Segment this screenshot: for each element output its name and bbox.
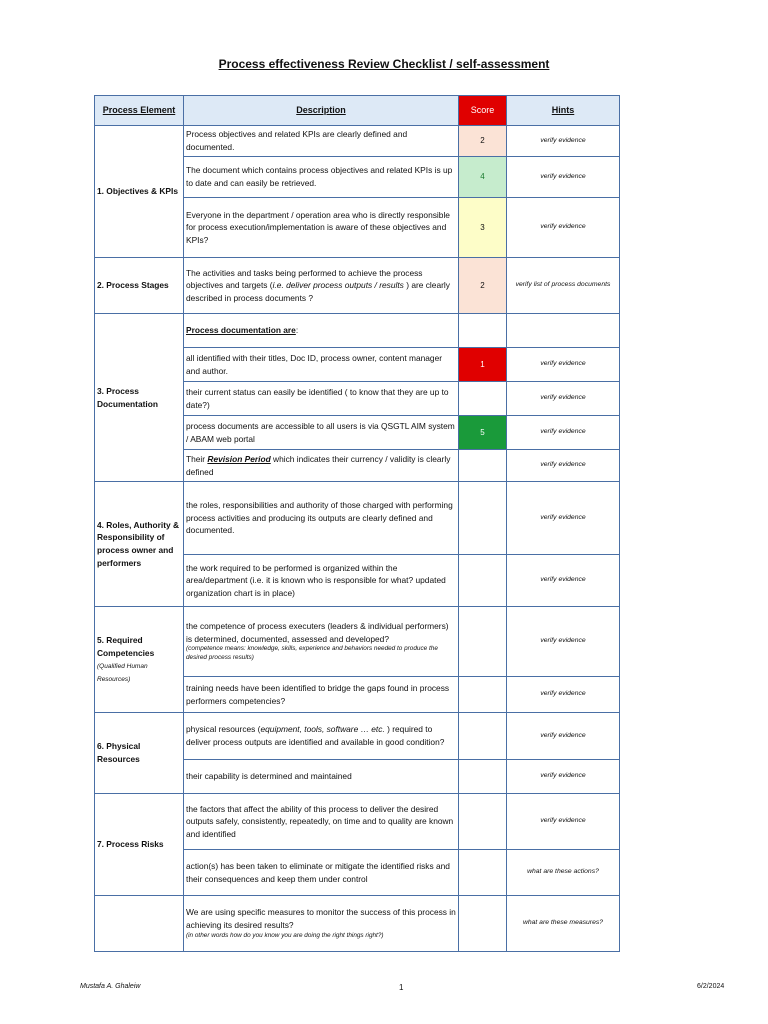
footer-page-number: 1 <box>399 983 404 992</box>
hint-cell: verify evidence <box>507 482 620 555</box>
element-process-risks: 7. Process Risks <box>95 794 184 896</box>
hint-cell: verify evidence <box>507 126 620 157</box>
hint-cell: verify evidence <box>507 450 620 482</box>
hint-cell: verify evidence <box>507 555 620 607</box>
score-cell[interactable]: 4 <box>459 157 507 198</box>
row-description: the factors that affect the ability of this process to deliver the desired outputs safely, consistently, repeatedly, on time and to quality are known and identified <box>184 794 459 850</box>
score-cell[interactable]: 5 <box>459 416 507 450</box>
hint-cell: verify evidence <box>507 157 620 198</box>
score-cell[interactable] <box>459 713 507 760</box>
table-header-row <box>95 96 620 126</box>
row-description: The activities and tasks being performed to achieve the process objectives and targets (i.e. deliver process outputs / results ) are clearly described in process documents ? <box>184 258 459 314</box>
row-description: their capability is determined and maintained <box>184 760 459 794</box>
element-required-competencies: 5. Required Competencies (Qualified Human Resources) <box>95 607 184 713</box>
header-hints: Hints <box>507 96 620 126</box>
page-title: Process effectiveness Review Checklist / self-assessment <box>218 57 550 71</box>
score-cell[interactable] <box>459 482 507 555</box>
checklist-table <box>94 95 620 952</box>
score-cell[interactable] <box>459 760 507 794</box>
score-cell[interactable]: 2 <box>459 258 507 314</box>
score-cell[interactable]: 2 <box>459 126 507 157</box>
hint-cell: verify evidence <box>507 198 620 258</box>
hint-cell <box>507 314 620 348</box>
element-roles-authority: 4. Roles, Authority & Responsibility of process owner and performers <box>95 482 184 607</box>
element-physical-resources: 6. Physical Resources <box>95 713 184 794</box>
table-row <box>95 607 620 677</box>
row-description: We are using specific measures to monitor the success of this process in achieving its desired results? (in other words how do you know you are doing the right things right?) <box>184 896 459 952</box>
hint-cell: verify evidence <box>507 416 620 450</box>
score-cell[interactable] <box>459 607 507 677</box>
header-description: Description <box>184 96 459 126</box>
row-description: the competence of process executers (leaders & individual performers) is determined, documented, assessed and developed? (competence means: knowledge, skills, experience and behaviors needed to produce the desired process results) <box>184 607 459 677</box>
score-cell[interactable] <box>459 382 507 416</box>
row-description: their current status can easily be identified ( to know that they are up to date?) <box>184 382 459 416</box>
score-cell[interactable] <box>459 850 507 896</box>
row-description: the roles, responsibilities and authority of those charged with performing process activities and producing its outputs are clearly defined and documented. <box>184 482 459 555</box>
score-cell[interactable] <box>459 896 507 952</box>
row-description: all identified with their titles, Doc ID, process owner, content manager and author. <box>184 348 459 382</box>
element-process-stages: 2. Process Stages <box>95 258 184 314</box>
score-cell[interactable] <box>459 450 507 482</box>
table-row <box>95 713 620 760</box>
score-cell[interactable] <box>459 794 507 850</box>
row-description: physical resources (equipment, tools, software … etc. ) required to deliver process outputs are identified and available in good condition? <box>184 713 459 760</box>
hint-cell: verify evidence <box>507 677 620 713</box>
hint-cell: verify evidence <box>507 607 620 677</box>
score-cell[interactable] <box>459 314 507 348</box>
row-description: Everyone in the department / operation area who is directly responsible for process execution/implementation is aware of these objectives and KPIs? <box>184 198 459 258</box>
table-row <box>95 258 620 314</box>
table-row <box>95 482 620 555</box>
row-description: the work required to be performed is organized within the area/department (i.e. it is known who is responsible for what? updated organization chart is in place) <box>184 555 459 607</box>
row-description: Process objectives and related KPIs are clearly defined and documented. <box>184 126 459 157</box>
header-process-element: Process Element <box>95 96 184 126</box>
hint-cell: verify list of process documents <box>507 258 620 314</box>
hint-cell: verify evidence <box>507 760 620 794</box>
score-cell[interactable] <box>459 677 507 713</box>
row-description: Their Revision Period which indicates their currency / validity is clearly defined <box>184 450 459 482</box>
hint-cell: verify evidence <box>507 382 620 416</box>
footer-date: 6/2/2024 <box>697 983 725 990</box>
hint-cell: what are these actions? <box>507 850 620 896</box>
row-description: action(s) has been taken to eliminate or mitigate the identified risks and their consequences and keep them under control <box>184 850 459 896</box>
table-row <box>95 314 620 348</box>
table-row <box>95 896 620 952</box>
row-description: process documents are accessible to all users is via QSGTL AIM system / ABAM web portal <box>184 416 459 450</box>
row-description: The document which contains process objectives and related KPIs is up to date and can easily be retrieved. <box>184 157 459 198</box>
hint-cell: what are these measures? <box>507 896 620 952</box>
element-objectives-kpis: 1. Objectives & KPIs <box>95 126 184 258</box>
element-process-documentation: 3. Process Documentation <box>95 314 184 482</box>
footer-author: Mustafa A. Ghaleiw <box>80 983 141 990</box>
score-cell[interactable]: 1 <box>459 348 507 382</box>
score-cell[interactable]: 3 <box>459 198 507 258</box>
hint-cell: verify evidence <box>507 348 620 382</box>
table-row <box>95 126 620 157</box>
element-measures <box>95 896 184 952</box>
header-score: Score <box>459 96 507 126</box>
table-row <box>95 794 620 850</box>
score-cell[interactable] <box>459 555 507 607</box>
hint-cell: verify evidence <box>507 794 620 850</box>
row-description: training needs have been identified to bridge the gaps found in process performers competencies? <box>184 677 459 713</box>
hint-cell: verify evidence <box>507 713 620 760</box>
section-heading: Process documentation are: <box>184 314 459 348</box>
